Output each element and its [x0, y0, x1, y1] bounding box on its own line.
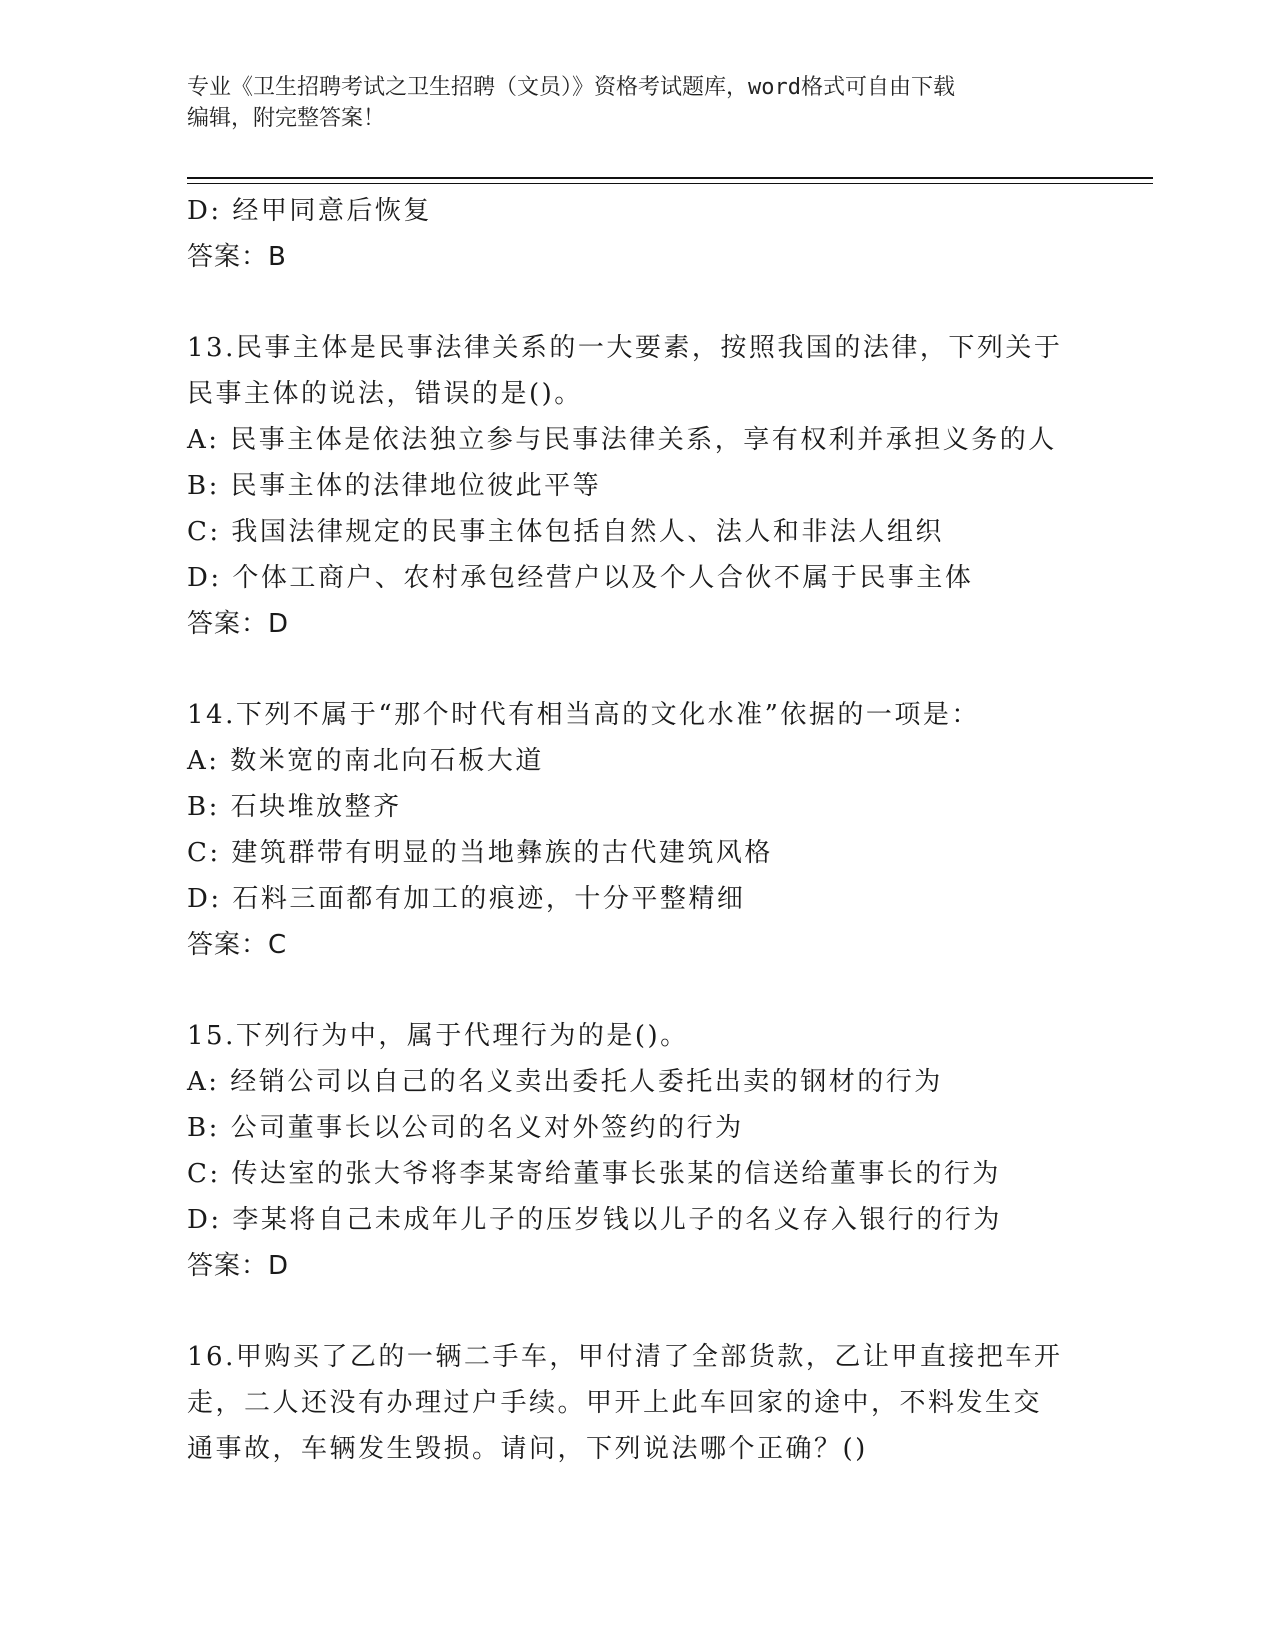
question-15-option-c: C: 传达室的张大爷将李某寄给董事长张某的信送给董事长的行为 [187, 1159, 1001, 1189]
question-13-option-b: B: 民事主体的法律地位彼此平等 [187, 471, 602, 501]
spacer [187, 280, 1127, 325]
spacer [187, 1289, 1127, 1334]
question-15-option-b: B: 公司董事长以公司的名义对外签约的行为 [187, 1113, 744, 1143]
answer: 答案：B [187, 242, 287, 272]
question-14-option-d: D: 石料三面都有加工的痕迹，十分平整精细 [187, 884, 746, 914]
question-16-stem-line-1: 16.甲购买了乙的一辆二手车，甲付清了全部货款，乙让甲直接把车开 [187, 1342, 1063, 1372]
question-13-stem-line-1: 13.民事主体是民事法律关系的一大要素，按照我国的法律，下列关于 [187, 333, 1063, 363]
question-13-option-c: C: 我国法律规定的民事主体包括自然人、法人和非法人组织 [187, 517, 944, 547]
header-line-1: 专业《卫生招聘考试之卫生招聘（文员）》资格考试题库，word格式可自由下载 [187, 75, 955, 100]
question-16-stem-line-3: 通事故，车辆发生毁损。请问，下列说法哪个正确？() [187, 1434, 868, 1464]
header-divider-thin [187, 183, 1153, 184]
option-d: D: 经甲同意后恢复 [187, 196, 432, 226]
header-divider-thick [187, 177, 1153, 179]
spacer [187, 647, 1127, 692]
question-15-answer: 答案：D [187, 1251, 290, 1281]
question-14-option-c: C: 建筑群带有明显的当地彝族的古代建筑风格 [187, 838, 773, 868]
question-13-stem-line-2: 民事主体的说法，错误的是()。 [187, 379, 583, 409]
question-14-stem-line-1: 14.下列不属于“那个时代有相当高的文化水准”依据的一项是： [187, 700, 980, 730]
question-15-stem-line-1: 15.下列行为中，属于代理行为的是()。 [187, 1021, 689, 1051]
question-16-stem-line-2: 走，二人还没有办理过户手续。甲开上此车回家的途中，不料发生交 [187, 1388, 1043, 1418]
page-header [187, 72, 1067, 134]
question-15-option-d: D: 李某将自己未成年儿子的压岁钱以儿子的名义存入银行的行为 [187, 1205, 1002, 1235]
question-13-option-d: D: 个体工商户、农村承包经营户以及个人合伙不属于民事主体 [187, 563, 974, 593]
question-13-option-a: A: 民事主体是依法独立参与民事法律关系，享有权利并承担义务的人 [187, 425, 1057, 455]
question-14-option-b: B: 石块堆放整齐 [187, 792, 402, 822]
question-14-option-a: A: 数米宽的南北向石板大道 [187, 746, 544, 776]
question-13-answer: 答案：D [187, 609, 290, 639]
question-15-option-a: A: 经销公司以自己的名义卖出委托人委托出卖的钢材的行为 [187, 1067, 943, 1097]
spacer [187, 968, 1127, 1013]
question-14-answer: 答案：C [187, 930, 288, 960]
question-list [187, 188, 1127, 1472]
header-line-2: 编辑，附完整答案！ [187, 106, 386, 131]
